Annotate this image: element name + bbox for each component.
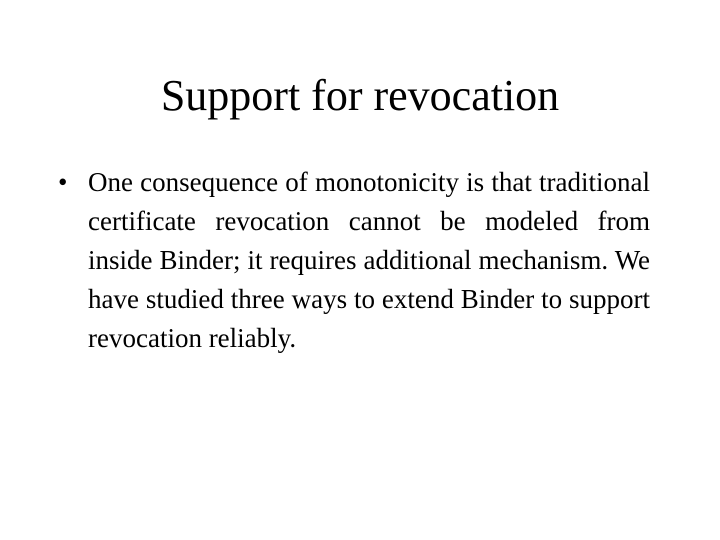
bullet-item — [58, 163, 650, 358]
bullet-text: One consequence of monotonicity is that traditional certificate revocation cannot be modeled from inside Binder; it requires additional mechanism. We have studied three ways to extend Binder to support revocation reliably. — [88, 167, 650, 353]
slide-title: Support for revocation — [160, 71, 560, 120]
bullet-marker: • — [58, 167, 68, 197]
bullet-list — [58, 163, 650, 358]
